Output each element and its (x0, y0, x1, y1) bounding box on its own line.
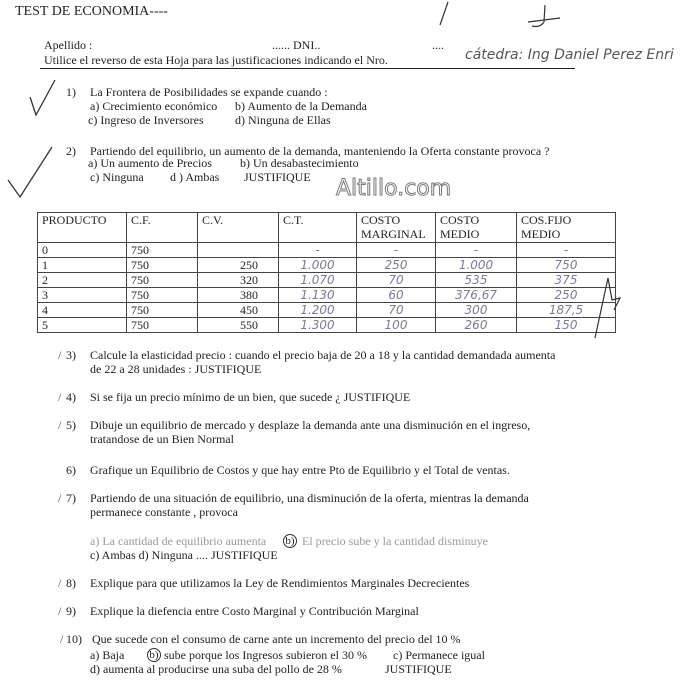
table-cell: 750 (127, 288, 198, 303)
tick-mark-icon: / (58, 390, 62, 404)
table-cell: 2 (38, 273, 127, 288)
question-6-number: 6) (66, 463, 76, 477)
question-7-option-a: a) La cantidad de equilibrio aumenta (90, 534, 267, 548)
question-8-line: Explique para que utilizamos la Ley de Rendimientos Marginales Decrecientes (90, 576, 470, 590)
question-7-number: 7) (66, 491, 76, 505)
table-row (38, 243, 616, 258)
question-7-circled-b: b) (283, 534, 297, 548)
tick-mark-icon: / (58, 348, 62, 362)
question-2-justify: JUSTIFIQUE (244, 170, 311, 184)
table-cell: 375 (517, 273, 616, 288)
question-2-number: 2) (66, 144, 76, 158)
table-cell: 535 (436, 273, 517, 288)
question-6-line: Grafique un Equilibrio de Costos y que hay entre Pto de Equilibrio y el Total de ventas. (90, 463, 510, 477)
apellido-label: Apellido : (44, 38, 93, 52)
question-2-option-c: c) Ninguna (90, 170, 144, 184)
table-cell: 250 (517, 288, 616, 303)
instructions: Utilice el reverso de esta Hoja para las justificaciones indicando el Nro. (44, 53, 388, 67)
question-7-option-cd: c) Ambas d) Ninguna .... JUSTIFIQUE (90, 548, 278, 562)
question-2-option-a: a) Un aumento de Precios (88, 156, 212, 170)
table-cell: 70 (357, 303, 436, 318)
table-row (38, 303, 616, 318)
question-10-option-a: a) Baja (90, 648, 125, 662)
table-cell: 1.300 (279, 318, 357, 333)
tick-mark-icon: / (58, 604, 62, 618)
question-10-option-b: sube porque los Ingresos subieron el 30 % (164, 648, 367, 662)
question-8-number: 8) (66, 576, 76, 590)
question-1-number: 1) (66, 85, 76, 99)
dni-label: ...... DNI.. (272, 38, 321, 52)
table-cell: 1.130 (279, 288, 357, 303)
cost-table (37, 212, 616, 333)
table-cell: 4 (38, 303, 127, 318)
table-cell: 750 (127, 303, 198, 318)
table-cell: 70 (357, 273, 436, 288)
table-cell: 376,67 (436, 288, 517, 303)
watermark-logo: Altillo.com (336, 176, 452, 201)
header-cos-fijo-medio: COS.FIJO MEDIO (517, 213, 616, 243)
table-row (38, 258, 616, 273)
table-cell: - (357, 243, 436, 258)
question-9-line: Explique la diefencia entre Costo Marginal y Contribución Marginal (90, 604, 419, 618)
header-producto: PRODUCTO (38, 213, 127, 243)
header-cv: C.V. (198, 213, 279, 243)
table-cell: 380 (198, 288, 279, 303)
question-7-line: Partiendo de una situación de equilibrio, una disminución de la oferta, mientras la demanda (90, 491, 529, 505)
question-5-line: Dibuje un equilibrio de mercado y desplaze la demanda ante una disminución en el ingreso, (90, 418, 531, 432)
question-10-option-d: d) aumenta al producirse una suba del pollo de 28 % (90, 662, 342, 676)
header-divider (40, 68, 575, 69)
table-cell: - (279, 243, 357, 258)
table-cell: 250 (198, 258, 279, 273)
table-cell: 0 (38, 243, 127, 258)
check-marks-icon (0, 75, 70, 205)
table-cell: 750 (127, 273, 198, 288)
table-cell: 450 (198, 303, 279, 318)
table-row (38, 288, 616, 303)
exam-title: TEST DE ECONOMIA---- (15, 4, 168, 19)
question-3-number: 3) (66, 348, 76, 362)
question-2-option-b: b) Un desabastecimiento (240, 156, 359, 170)
table-header-row (38, 213, 616, 243)
tick-mark-icon: / (58, 576, 62, 590)
table-cell: 250 (357, 258, 436, 273)
question-4-line: Si se fija un precio mínimo de un bien, que sucede ¿ JUSTIFIQUE (90, 390, 411, 404)
question-10-line: Que sucede con el consumo de carne ante un incremento del precio del 10 % (92, 632, 461, 646)
header-costo-marginal: COSTO MARGINAL (357, 213, 436, 243)
header-costo-medio: COSTO MEDIO (436, 213, 517, 243)
table-cell: 1.000 (279, 258, 357, 273)
question-7-line: permanece constante , provoca (90, 505, 238, 519)
table-cell: 5 (38, 318, 127, 333)
table-cell: 750 (127, 258, 198, 273)
table-cell: 1.000 (436, 258, 517, 273)
dots: .... (432, 38, 444, 52)
header-ct: C.T. (279, 213, 357, 243)
table-cell (198, 243, 279, 258)
question-9-number: 9) (66, 604, 76, 618)
question-5-number: 5) (66, 418, 76, 432)
question-1-option-c: c) Ingreso de Inversores (88, 113, 204, 127)
question-1-option-d: d) Ninguna de Ellas (235, 113, 331, 127)
tick-mark-icon: / (58, 418, 62, 432)
question-10-number: 10) (66, 632, 82, 646)
table-cell: 187,5 (517, 303, 616, 318)
handwritten-catedra: cátedra: Ing Daniel Perez Enri (465, 47, 674, 63)
table-cell: 320 (198, 273, 279, 288)
header-cf: C.F. (127, 213, 198, 243)
question-3-line: de 22 a 28 unidades : JUSTIFIQUE (90, 362, 262, 376)
table-cell: 750 (517, 258, 616, 273)
table-cell: - (436, 243, 517, 258)
handwritten-mark-icon (420, 0, 580, 30)
question-1-option-a: a) Crecimiento económico (90, 99, 218, 113)
question-3-line: Calcule la elasticidad precio : cuando el precio baja de 20 a 18 y la cantidad demandada aumenta (90, 348, 556, 362)
table-cell: 1.200 (279, 303, 357, 318)
question-1-option-b: b) Aumento de la Demanda (235, 99, 367, 113)
table-cell: - (517, 243, 616, 258)
table-cell: 100 (357, 318, 436, 333)
table-cell: 150 (517, 318, 616, 333)
table-cell: 750 (127, 318, 198, 333)
question-2-text: Partiendo del equilibrio, un aumento de la demanda, manteniendo la Oferta constante provoca ? (90, 144, 550, 158)
question-1-text: La Frontera de Posibilidades se expande cuando : (90, 85, 328, 99)
question-5-line: tratandose de un Bien Normal (90, 432, 234, 446)
table-cell: 300 (436, 303, 517, 318)
tick-mark-icon: / (60, 632, 64, 646)
table-cell: 3 (38, 288, 127, 303)
question-10-option-c: c) Permanece igual (393, 648, 485, 662)
table-row (38, 273, 616, 288)
table-cell: 1.070 (279, 273, 357, 288)
question-10-circled-b: b) (147, 648, 161, 662)
table-cell: 60 (357, 288, 436, 303)
table-cell: 260 (436, 318, 517, 333)
question-2-option-d: d ) Ambas (170, 170, 220, 184)
table-cell: 550 (198, 318, 279, 333)
question-7-option-b: El precio sube y la cantidad disminuye (302, 534, 488, 548)
table-row (38, 318, 616, 333)
handwritten-signature-icon (590, 270, 630, 340)
table-cell: 750 (127, 243, 198, 258)
question-4-number: 4) (66, 390, 76, 404)
table-cell: 1 (38, 258, 127, 273)
question-10-justify: JUSTIFIQUE (385, 662, 452, 676)
tick-mark-icon: / (58, 491, 62, 505)
